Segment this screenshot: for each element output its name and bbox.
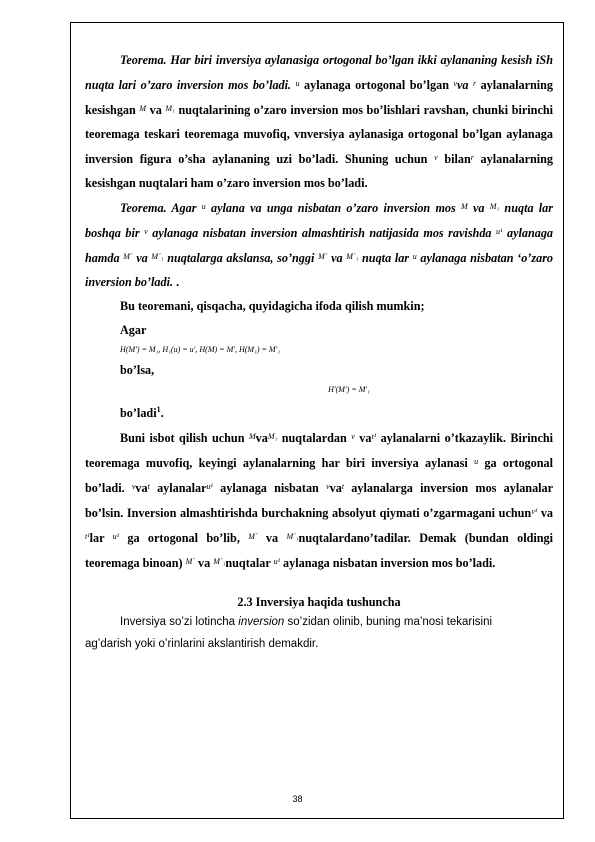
agar-label: Agar xyxy=(120,323,147,337)
paragraph-definition-cont: ag’darish yoki o’rinlarini akslantirish demakdir. xyxy=(85,638,319,651)
paragraph-definition: Inversiya so’zi lotincha inversion so’zidan olinib, buning ma’nosi tekarisini xyxy=(120,616,493,629)
paragraph-proof: Buni isbot qilish uchun $^Mva^{M_1}$ nuqtalardan $^v$ $va^{t^1}$ aylanalarni o’tkazaylik. Birinchi teoremaga muvofiq, keyingi aylanalarning har biri inversiya aylanasi $^u$ ga ortogonal bo’ladi. $^vva^t$ aylanalar$^{u^1}$ aylanaga nisbatan $^vva^t$ aylanalarga inversion mos aylanalar bo’lsin. Inversion almashtirishda burchakning absolyut qiymati o’zgarmagani uchun$^{v^1}$ va $^{t^1}$lar $^{u^1}$ ga ortogonal bo’lib, $^{M´}$ va $^{M´_1}$nuqtalardano’tadilar. Demak (bundan oldingi teoremaga binoan) $^{M´}$ va $^{M´_1}$nuqtalar $^{u^1}$ aylanaga nisbatan inversion mos bo’ladi. xyxy=(85,431,554,571)
formula-condition: H(M′) = M₁, H₁(u) = u′, H(M) = M′, H(M₁) = M′₁ xyxy=(120,345,281,354)
bolsa-label: bo’lsa, xyxy=(120,363,155,377)
boladi-label: bo’ladi$^1$. xyxy=(120,405,164,421)
footnote-ref[interactable]: 1 xyxy=(156,405,161,414)
paragraph-summary: Bu teoremani, qisqacha, quyidagicha ifoda qilish mumkin; xyxy=(120,299,425,313)
page-content xyxy=(85,48,553,655)
section-heading: 2.3 Inversiya haqida tushuncha xyxy=(237,595,401,610)
theorem-1-text: Teorema. Har biri inversiya aylanasiga ortogonal bo’lgan ikki aylananing kesish iSh nuqta lari o’zaro inversion mos bo’ladi. xyxy=(85,53,553,92)
paragraph-theorem-2: Teorema. Agar $^u$ aylana va unga nisbatan o’zaro inversion mos $^M$ va $^{M_1}$ nuqta lar boshqa bir $^v$ aylanaga nisbatan inversion almashtirish natijasida mos ravishda $^{u^1}$ aylanaga hamda $^{M´}$ va $^{M´_1}$ nuqtalarga akslansa, so’nggi $^{M´}$ va $^{M´_1}$ nuqta lar $^u$ aylanaga nisbatan ‘o’zaro inversion bo’ladi. . xyxy=(85,201,554,289)
page-number: 38 xyxy=(292,794,303,804)
latin-word: inversion xyxy=(238,616,285,629)
formula-result: H′(M′) = M′₁ xyxy=(328,385,370,394)
paragraph-theorem-1: Teorema. Har biri inversiya aylanasiga ortogonal bo’lgan ikki aylananing kesish iSh nuqta lari o’zaro inversion mos bo’ladi. $^u$ aylanaga ortogonal bo’lgan $^v$va $^r$ aylanalarning kesishgan $^M$ va $^{M_1}$ nuqtalarining o’zaro inversion mos bo’lishlari ravshan, chunki birinchi teoremaga teskari teoremaga muvofiq, vnversiya aylanasiga ortogonal bo’lgan aylanaga inversion figura o’sha aylananing uzi bo’ladi. Shuning uchun $^v$ bilan$^r$ aylanalarning kesishgan nuqtalari ham o’zaro inversion mos bo’ladi. xyxy=(85,53,554,190)
